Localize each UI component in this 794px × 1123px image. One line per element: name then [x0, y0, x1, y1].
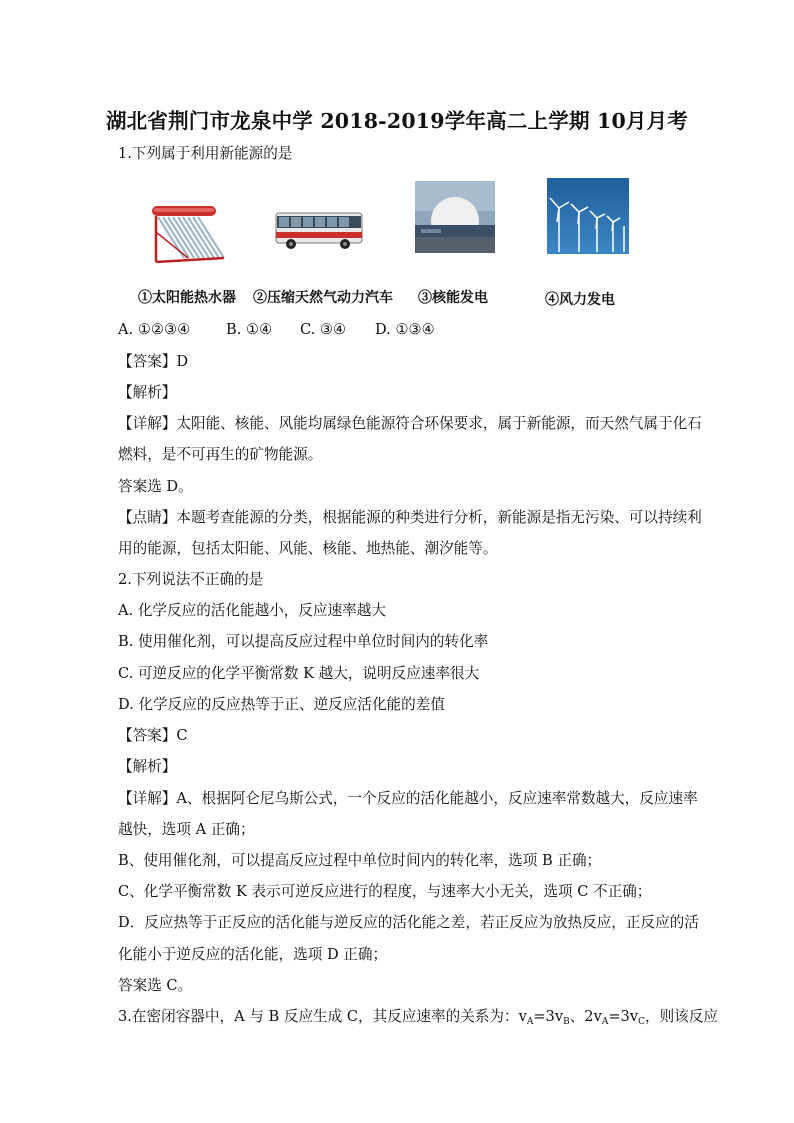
- q1-choose: 答案选 D。: [118, 478, 193, 495]
- q1-analysis-label: 【解析】: [118, 384, 177, 401]
- q2-choose: 答案选 C。: [118, 977, 193, 994]
- q2-answer: 【答案】C: [118, 727, 188, 744]
- q1-option-c: C. ③④: [300, 321, 347, 338]
- q1-option-a: A. ①②③④: [118, 321, 191, 338]
- q2-option-b: B. 使用催化剂，可以提高反应过程中单位时间内的转化率: [118, 633, 489, 650]
- caption-cng-bus: ②压缩天然气动力汽车: [253, 290, 393, 306]
- page-title: 湖北省荆门市龙泉中学 2018-2019学年高二上学期 10月月考: [105, 109, 689, 133]
- q1-detail-line-2: 燃料，是不可再生的矿物能源。: [118, 446, 323, 463]
- q1-stem: 1.下列属于利用新能源的是: [118, 145, 293, 162]
- q3-stem-text: 3.在密闭容器中，A 与 B 反应生成 C，其反应速率的关系为：v: [118, 1008, 527, 1025]
- q1-option-d: D. ①③④: [375, 321, 435, 338]
- q3-sub-c: C: [638, 1017, 645, 1027]
- q3-sub-a2: A: [601, 1017, 609, 1027]
- q1-answer: 【答案】D: [118, 353, 189, 370]
- q3-stem: [118, 1007, 718, 1032]
- q2-detail-line-3: B、使用催化剂，可以提高反应过程中单位时间内的转化率，选项 B 正确；: [118, 852, 602, 869]
- caption-nuclear: ③核能发电: [418, 290, 488, 306]
- q2-detail-line-5: D．反应热等于正反应的活化能与逆反应的活化能之差，若正反应为放热反应，正反应的活: [118, 914, 699, 931]
- q3-tail: ，则该反应: [644, 1008, 718, 1025]
- q1-comment-line-2: 用的能源，包括太阳能、风能、核能、地热能、潮汐能等。: [118, 540, 498, 557]
- q2-stem: 2.下列说法不正确的是: [118, 571, 264, 588]
- q2-detail-line-4: C、化学平衡常数 K 表示可逆反应进行的程度，与速率大小无关，选项 C 不正确；: [118, 883, 652, 900]
- q2-detail-line-2: 越快，选项 A 正确；: [118, 821, 255, 838]
- q2-option-c: C. 可逆反应的化学平衡常数 K 越大，说明反应速率很大: [118, 665, 480, 682]
- cng-bus-image: [275, 210, 363, 252]
- q2-analysis-label: 【解析】: [118, 758, 177, 775]
- caption-wind: ④风力发电: [545, 292, 615, 308]
- q3-sub-a1: A: [526, 1017, 534, 1027]
- q2-option-d: D. 化学反应的反应热等于正、逆反应活化能的差值: [118, 696, 445, 713]
- q1-option-b: B. ①④: [226, 321, 273, 338]
- q1-options: [118, 320, 435, 340]
- q3-sub-b: B: [563, 1017, 570, 1027]
- q3-mid: 、2v: [569, 1008, 602, 1025]
- q2-detail-line-1: 【详解】A、根据阿仑尼乌斯公式，一个反应的活化能越小，反应速率常数越大，反应速率: [118, 790, 698, 807]
- caption-solar: ①太阳能热水器: [138, 290, 236, 306]
- q3-eq1: =3v: [533, 1008, 564, 1025]
- q2-detail-line-6: 化能小于逆反应的活化能，选项 D 正确；: [118, 946, 388, 963]
- wind-turbines-image: [547, 178, 629, 254]
- q1-comment-line-1: 【点睛】本题考查能源的分类，根据能源的种类进行分析，新能源是指无污染、可以持续利: [118, 509, 702, 526]
- solar-water-heater-image: [148, 192, 230, 268]
- q2-option-a: A. 化学反应的活化能越小，反应速率越大: [118, 602, 386, 619]
- q3-eq2: =3v: [608, 1008, 639, 1025]
- q1-detail-line-1: 【详解】太阳能、核能、风能均属绿色能源符合环保要求，属于新能源，而天然气属于化石: [118, 415, 702, 432]
- nuclear-plant-image: [415, 181, 495, 253]
